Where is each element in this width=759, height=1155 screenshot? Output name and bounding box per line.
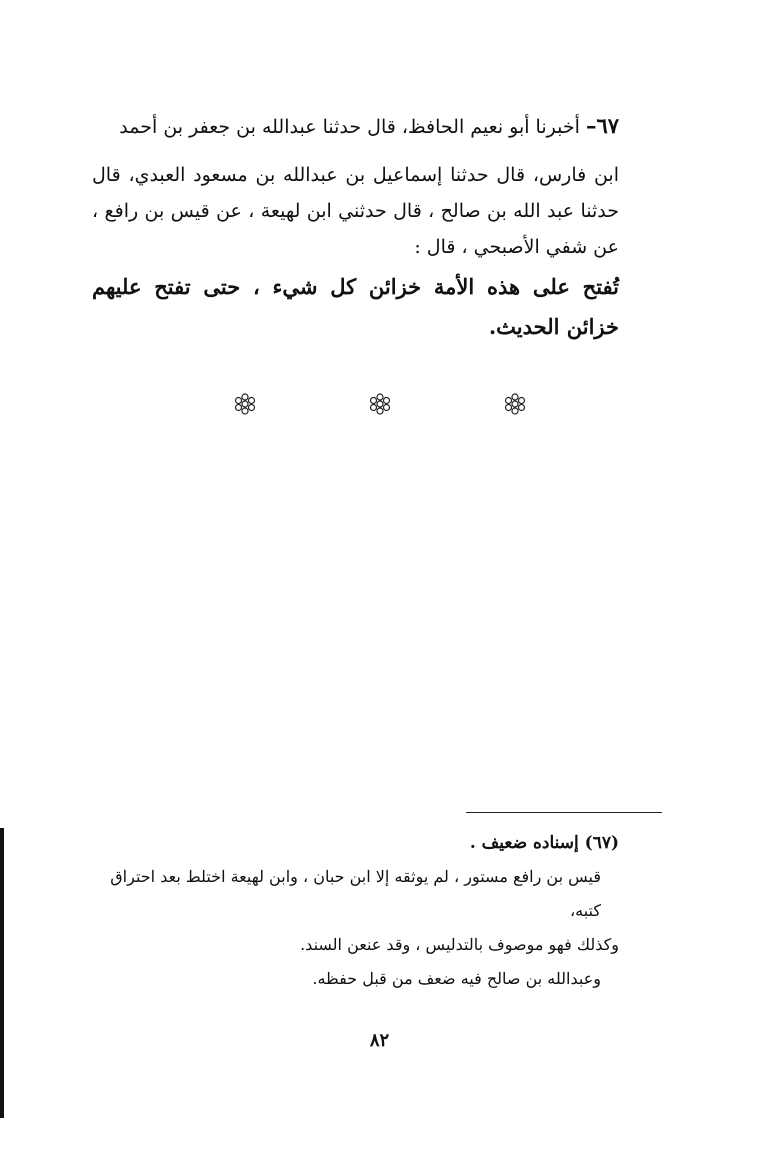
hadith-matn: تُفتح على هذه الأمة خزائن كل شيء ، حتى تفتح عليهم خزائن الحديث. [92, 274, 619, 339]
section-divider [230, 392, 530, 416]
hadith-isnad: ابن فارس، قال حدثنا إسماعيل بن عبدالله بن مسعود العبدي، قال حدثنا عبد الله بن صالح ، قال حدثني ابن لهيعة ، عن قيس بن رافع ، عن شفي الأصبحي ، قال : [92, 164, 619, 258]
footnotes [92, 826, 619, 996]
footnote-separator [466, 812, 662, 813]
page-number: ٨٢ [369, 1030, 390, 1051]
footnote-line-1: قيس بن رافع مستور ، لم يوثقه إلا ابن حبان ، وابن لهيعة اختلط بعد احتراق كتبه، [110, 867, 601, 920]
ornament-flower-icon [500, 392, 530, 416]
hadith-number: ٦٧– [585, 113, 619, 138]
ornament-flower-icon [230, 392, 260, 416]
footnote-title: (٦٧) إسناده ضعيف . [469, 833, 619, 853]
hadith-body [92, 108, 619, 347]
footnote-line-2: وكذلك فهو موصوف بالتدليس ، وقد عنعن السند. [300, 935, 619, 954]
hadith-first-line [92, 108, 619, 145]
footnote-line-3: وعبدالله بن صالح فيه ضعف من قبل حفظه. [312, 969, 601, 988]
ornament-flower-icon [365, 392, 395, 416]
hadith-line-1: أخبرنا أبو نعيم الحافظ، قال حدثنا عبدالله بن جعفر بن أحمد [119, 116, 580, 138]
